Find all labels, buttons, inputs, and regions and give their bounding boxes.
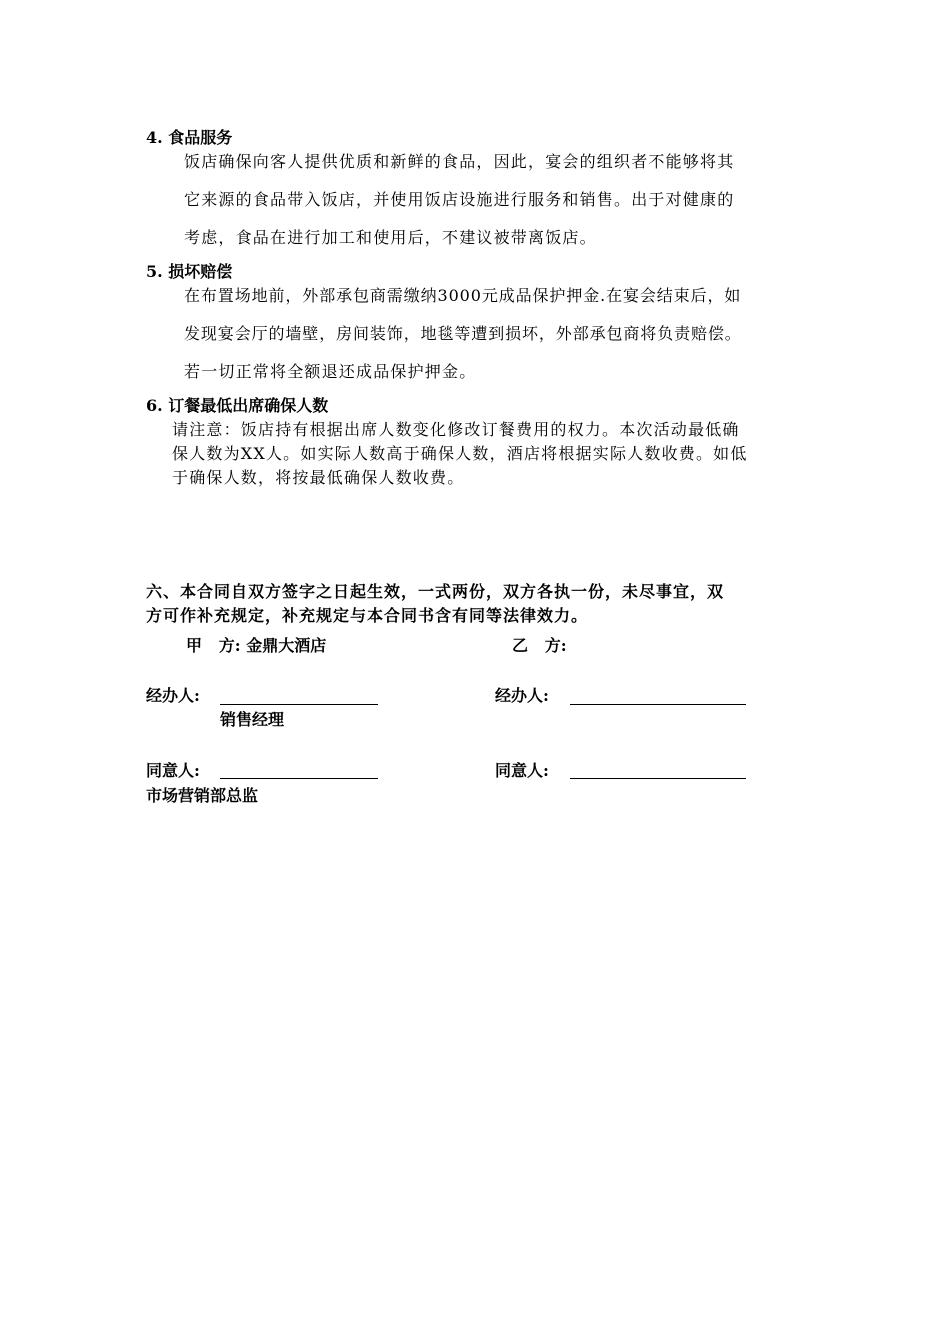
section-4-line-1: 饭店确保向客人提供优质和新鲜的食品，因此，宴会的组织者不能够将其 — [184, 152, 735, 171]
consent-label-a: 同意人: — [146, 761, 200, 780]
section-4-line-2: 它来源的食品带入饭店，并使用饭店设施进行服务和销售。出于对健康的 — [184, 190, 735, 209]
agent-title-a: 销售经理 — [220, 710, 285, 729]
clause-line-1: 六、本合同自双方签字之日起生效，一式两份，双方各执一份，未尽事宜，双 — [146, 582, 725, 601]
section-6-line-1: 请注意：饭店持有根据出席人数变化修改订餐费用的权力。本次活动最低确 — [172, 420, 740, 439]
agent-label-a: 经办人: — [146, 686, 200, 705]
section-5-heading: 5. 损坏赔偿 — [146, 262, 233, 281]
party-b: 乙 方: — [512, 636, 567, 655]
agent-signature-line-b[interactable] — [570, 704, 746, 705]
section-5-line-2: 发现宴会厅的墙壁，房间装饰，地毯等遭到损坏，外部承包商将负责赔偿。 — [184, 324, 742, 343]
consent-signature-line-a[interactable] — [220, 778, 378, 779]
consent-title-a: 市场营销部总监 — [146, 786, 259, 805]
section-6-line-2: 保人数为XX人。如实际人数高于确保人数，酒店将根据实际人数收费。如低 — [172, 444, 748, 463]
section-4-line-3: 考虑，食品在进行加工和使用后，不建议被带离饭店。 — [184, 228, 597, 247]
agent-signature-line-a[interactable] — [220, 704, 378, 705]
consent-signature-line-b[interactable] — [570, 778, 746, 779]
section-5-line-3: 若一切正常将全额退还成品保护押金。 — [184, 362, 477, 381]
section-6-heading: 6. 订餐最低出席确保人数 — [146, 396, 329, 415]
party-a: 甲 方: 金鼎大酒店 — [186, 636, 327, 655]
section-5-line-1: 在布置场地前，外部承包商需缴纳3000元成品保护押金.在宴会结束后，如 — [184, 286, 742, 305]
clause-line-2: 方可作补充规定，补充规定与本合同书含有同等法律效力。 — [146, 606, 589, 625]
section-4-heading: 4. 食品服务 — [146, 128, 233, 147]
section-6-line-3: 于确保人数，将按最低确保人数收费。 — [172, 468, 465, 487]
agent-label-b: 经办人: — [495, 686, 549, 705]
consent-label-b: 同意人: — [495, 761, 549, 780]
